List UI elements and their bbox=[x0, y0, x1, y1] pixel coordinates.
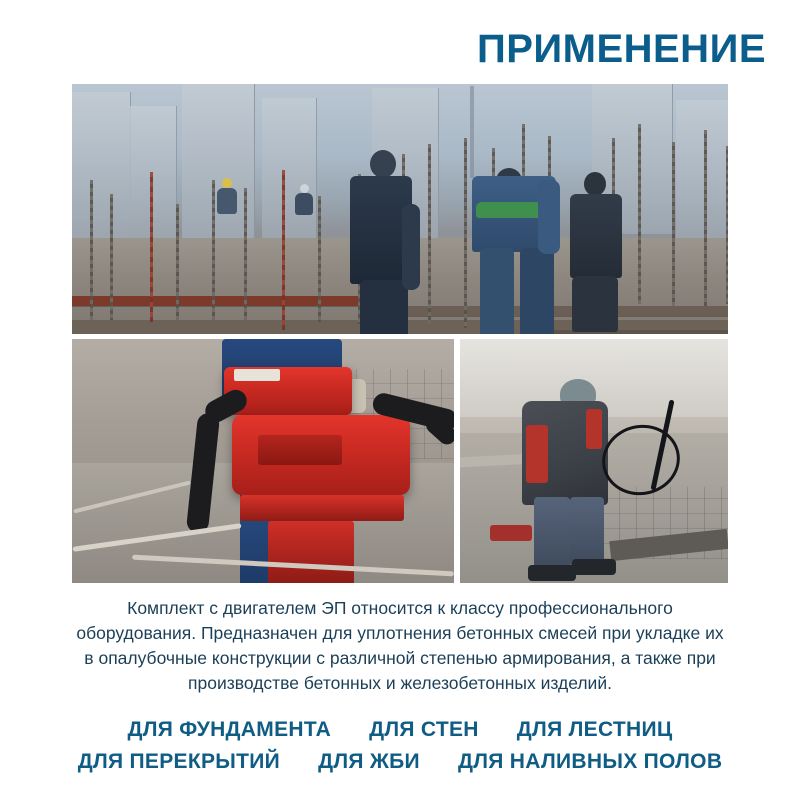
motor-label bbox=[234, 369, 280, 381]
photo-gallery bbox=[72, 84, 728, 583]
tag-walls: ДЛЯ СТЕН bbox=[369, 718, 479, 741]
background-building bbox=[72, 92, 131, 242]
page-title: ПРИМЕНЕНИЕ bbox=[476, 27, 766, 71]
photo-red-concrete-vibrator-motor bbox=[72, 339, 454, 583]
tag-reinforced-concrete: ДЛЯ ЖБИ bbox=[318, 750, 420, 773]
background-building bbox=[262, 98, 317, 244]
motor-base bbox=[240, 495, 404, 521]
formwork-panel bbox=[542, 330, 728, 334]
tag-stairs: ДЛЯ ЛЕСТНИЦ bbox=[516, 718, 673, 741]
title-row bbox=[0, 18, 800, 80]
motor-nameplate bbox=[258, 435, 342, 465]
tag-row-1 bbox=[0, 718, 800, 742]
tag-foundation: ДЛЯ ФУНДАМЕНТА bbox=[127, 718, 332, 741]
photo-row-bottom bbox=[72, 339, 728, 583]
description-paragraph: Комплект с двигателем ЭП относится к классу профессионального оборудования. Предназначен для уплотнения бетонных смесей при укладке их в опалубочные конструкции с различной степенью армирования, а также при производстве бетонных и железобетонных изделий. bbox=[76, 598, 724, 693]
motor-stand bbox=[268, 521, 354, 583]
crane-mast bbox=[470, 86, 474, 178]
background-building bbox=[676, 100, 728, 240]
formwork-beam bbox=[72, 296, 372, 306]
background-building bbox=[130, 106, 177, 242]
tag-floor-slabs: ДЛЯ ПЕРЕКРЫТИЙ bbox=[77, 750, 281, 773]
vibrator-motor bbox=[490, 525, 532, 541]
photo-construction-site-rebar bbox=[72, 84, 728, 334]
application-tags bbox=[0, 718, 800, 782]
tag-self-leveling-floors: ДЛЯ НАЛИВНЫХ ПОЛОВ bbox=[457, 750, 723, 773]
photo-worker-vibrating-floor-slab bbox=[460, 339, 728, 583]
tag-row-2 bbox=[0, 750, 800, 774]
formwork-beam bbox=[402, 306, 728, 316]
